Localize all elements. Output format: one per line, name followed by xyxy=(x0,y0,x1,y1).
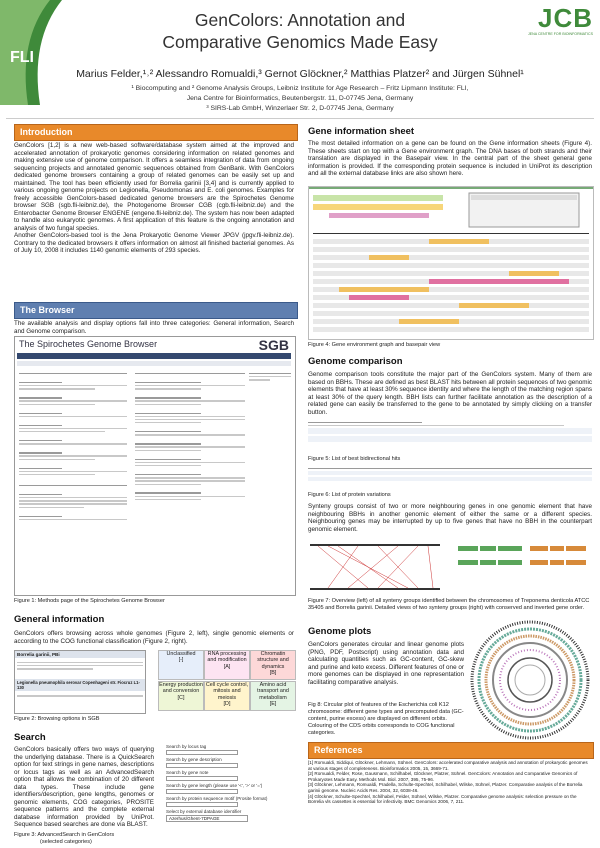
cog-cell-4[interactable]: Cell cycle control, mitosis and meiosis [D] xyxy=(204,681,250,711)
figure-3-form xyxy=(166,742,294,822)
form-input-motif[interactable] xyxy=(166,802,238,807)
search-text: GenColors basically offers two ways of querying the underlying database. There is a QuickSearch option for text strings in gene names, descriptions or locus tags as well as an AdvancedSearch option that allows the combination of 20 different data types. These include gene identifiers/description, gene lengths, genomes or genomic elements, COG categories, PROSITE sequence patterns and the complete external database information provided by UniProt. Sequence based searches are done via BLAST. xyxy=(14,746,154,828)
form-label-external: Select by external database identifier xyxy=(166,809,242,814)
legionella-title: Legionella pneumophila serovar Copenhageni str. Fiocruz L1-130 xyxy=(15,679,145,691)
form-label-length: Search by gene length (please use '<', '>' or '=') xyxy=(166,783,263,788)
info-sheet-text: The most detailed information on a gene can be found on the Gene information sheets (Figure 4). These sheets start on top with a Gene environment graph. The DNA bases of both strands and their translation are displayed in the Basepair view. In the central part of the sheet general gene information is provided. If the corresponding protein sequence is included in UniProt its description and all the external database links are also shown here. xyxy=(308,140,592,177)
cog-cell-2[interactable]: Chromatin structure and dynamics [B] xyxy=(250,650,296,680)
figure-2-caption: Figure 2: Browsing options in SGB xyxy=(14,716,100,722)
synteny-text: Synteny groups consist of two or more neighbouring genes in one genomic element that have neighbouring BBHs in another genomic element of either the same or a different species. Neighbouring genes may be interrupted by up to five genes that have no BBH in the counterpart genomic element. xyxy=(308,503,592,533)
reference-3: [3] Glöckner, Lehmann, Romualdi, Pradella, Schulte-Spechtel, Schilhabel, Wilske, Sühnel, Platzer. Comparative analysis of the Borrelia garinii genome. Nucleic Acids Res. 2004, 32, 6038-46. xyxy=(308,782,583,793)
sgb-col-general xyxy=(19,371,127,522)
plots-text: GenColors generates circular and linear genome plots (PNG, PDF, Postscript) using annotation data and calculating quantities such as GC-content, GC-skew and purine and keto excess. Different features of one or more genomes can be displayed in one representation facilitating comparative analysis. xyxy=(308,641,464,686)
figure-1-screenshot xyxy=(14,336,296,596)
figure-2-cog-grid xyxy=(158,650,296,712)
figure-4-caption: Figure 4: Gene environment graph and basepair view xyxy=(308,342,441,348)
jcb-logo: JCB JENA CENTRE FOR BIOINFORMATICS xyxy=(527,3,593,36)
figure-6-caption: Figure 6: List of protein variations xyxy=(308,492,391,498)
affiliation-2: Jena Centre for Bioinformatics, Beutenbergstr. 11, D-07745 Jena, Germany xyxy=(186,95,414,102)
general-heading: General information xyxy=(14,614,105,625)
reference-1: [1] Romualdi, Siddiqui, Glöckner, Lehmann, Sühnel. GenColors: accelerated comparative analysis and annotation of prokaryotic genomes at various stages of completeness. Bioinformatics 2005, 15, 3669-71. xyxy=(308,760,588,771)
sgb-col-comparison xyxy=(135,371,245,502)
form-select-external[interactable]: Azerhus/Ghent-7DPAGE xyxy=(166,815,248,822)
form-input-length[interactable] xyxy=(166,789,238,794)
sgb-col-login xyxy=(249,371,291,382)
affiliation-1: ¹ Biocomputing and ² Genome Analysis Groups, Leibniz Institute for Age Research – Fritz Lipmann Institute: FLI, xyxy=(131,85,469,92)
figure-3-caption-2: (selected categories) xyxy=(40,839,92,845)
figure-7-caption: Figure 7: Overview (left) of all synteny groups identified between the chromosomes of Treponema denticola ATCC 35405 and Borrelia garinii. Detailed views of two synteny groups (right) with conserved and inverted gene order. xyxy=(308,598,590,611)
header-divider xyxy=(6,118,594,119)
intro-heading: Introduction xyxy=(14,124,298,141)
browser-heading: The Browser xyxy=(14,302,298,319)
figure-6-variations-table xyxy=(308,466,592,488)
figure-5-bbh-table xyxy=(308,420,592,454)
reference-2: [2] Romualdi, Felder, Rose, Gausmann, Schilhabel, Glöckner, Platzer, Sühnel. GenColors: Annotation and Comparative Genomics of Prokaryotes Made Easy. Methods Mol. Biol. 2007, 395, 75-96. xyxy=(308,771,578,782)
info-sheet-heading: Gene information sheet xyxy=(308,126,415,137)
references-heading: References xyxy=(308,742,594,759)
sgb-search-bar xyxy=(17,361,291,366)
cog-cell-1[interactable]: RNA processing and modification [A] xyxy=(204,650,250,680)
browser-text: The available analysis and display options fall into three categories: General information, Search and Genome comparison. xyxy=(14,320,294,335)
reference-4: [4] Glöckner, Schulte-Spechtel, Schilhabel, Felder, Sühnel, Wilske, Platzer. Comparative genome analysis: selection pressure on the Borrelia vls cassettes is essential for infectivity. BMC Genomics 2006, 7, 211. xyxy=(308,793,577,805)
intro-para-1: GenColors [1,2] is a new web-based software/database system aimed at the improved and accelerated annotation of prokaryotic genomes considering information on related genomes and making extensive use of genome comparison. It offers a seamless integration of data from ongoing sequencing projects and annotated genomic sequences obtained from GenBank. With GenColors dedicated genome browsers containing a group of related genomes can be easily set up and maintained. The tool has been efficiently used for Borrelia garinii [3,4] and is currently applied to various ongoing genome projects on Legionella, Pseudomonas and E. coli genomes. Examples for freely accessible GenColors-based dedicated genome browsers are the Spirochetes Genome browser SGB (sgb.fli-leibniz.de), the Photogenome Browser CGB (cgb.fli-leibniz.de) and the Enterobacter Genome Browser ENGENE (engene.fli-leibniz.de). The system has now been adapted to handle also eukaryotic genomes. A first application of this feature is the ongoing annotation and analysis of two fungal species. xyxy=(14,142,294,232)
title-line1: GenColors: Annotation and xyxy=(194,10,406,30)
figure-1-caption: Figure 1: Methods page of the Spirochetes Genome Browser xyxy=(14,598,165,604)
svg-text:FLI: FLI xyxy=(10,49,34,66)
figure-2-left xyxy=(14,650,146,714)
form-label-description: Search by gene description xyxy=(166,757,222,762)
sgb-logo: SGB xyxy=(258,337,289,353)
affiliation-3: ³ SIRS-Lab GmbH, Winzerlaer Str. 2, D-07745 Jena, Germany xyxy=(206,105,394,112)
figure-8-caption: Fig 8: Circular plot of features of the Escherichia coli K12 chromosome: different gene types and precomputed data (GC-content, purine excess) are displayed on different orbits. Colouring of the CDS orbits corresponds to COG functional categories. xyxy=(308,702,464,736)
intro-text xyxy=(14,142,294,255)
figure-5-caption: Figure 5: List of best bidirectional hits xyxy=(308,456,401,462)
borrelia-title: Borrelia garinii, PBi xyxy=(15,651,145,658)
figure-4-gene-environment xyxy=(308,186,594,340)
cog-cell-3[interactable]: Energy production and conversion [C] xyxy=(158,681,204,711)
comparison-text: Genome comparison tools constitute the major part of the GenColors system. Many of them are based on BBHs. These are defined as best BLAST hits between all protein sequences of two genomic elements that have at least 30% sequence identity and where the length of the matching region spans at least 30% of the query length. BBH lists can further facilitate annotation as the description of a related gene can easily be transferred to the gene to be annotated by simply clicking on a transfer button. xyxy=(308,371,592,416)
form-input-locus[interactable] xyxy=(166,750,238,755)
figure-7-synteny xyxy=(308,540,592,596)
sgb-navbar xyxy=(17,353,291,359)
cog-cell-0[interactable]: Unclassified [-] xyxy=(158,650,204,680)
figure-3-caption-1: Figure 3: AdvancedSearch in GenColors xyxy=(14,832,115,838)
search-heading: Search xyxy=(14,732,46,743)
comparison-heading: Genome comparison xyxy=(308,356,403,367)
figure-8-circular-plot xyxy=(468,618,592,742)
form-label-motif: Search by protein sequence motif (Prosite format) xyxy=(166,796,268,801)
authors: Marius Felder,¹˒² Alessandro Romualdi,³ Gernot Glöckner,² Matthias Platzer² and Jürgen Sühnel¹ xyxy=(76,68,524,80)
title-line2: Comparative Genomics Made Easy xyxy=(162,32,438,52)
sgb-title: The Spirochetes Genome Browser xyxy=(19,339,158,349)
cog-cell-5[interactable]: Amino acid transport and metabolism [E] xyxy=(250,681,296,711)
form-input-description[interactable] xyxy=(166,763,238,768)
form-label-note: Search by gene note xyxy=(166,770,209,775)
general-text: GenColors offers browsing across whole genomes (Figure 2, left), single genomic elements or according to the COG functional classification (Figure 2, right). xyxy=(14,630,294,645)
form-input-note[interactable] xyxy=(166,776,238,781)
plots-heading: Genome plots xyxy=(308,626,372,637)
references-list xyxy=(308,760,592,805)
intro-para-2: Another GenColors-based tool is the Jena Prokaryotic Genome Viewer JPGV (jpgv.fli-leibniz.de). Contrary to the dedicated browsers it offers information on almost all finished bacterial genomes. As of July 10, 2008 it includes 1140 genomic elements of 293 species. xyxy=(14,232,294,254)
form-label-locus: Search by locus tag xyxy=(166,744,207,749)
